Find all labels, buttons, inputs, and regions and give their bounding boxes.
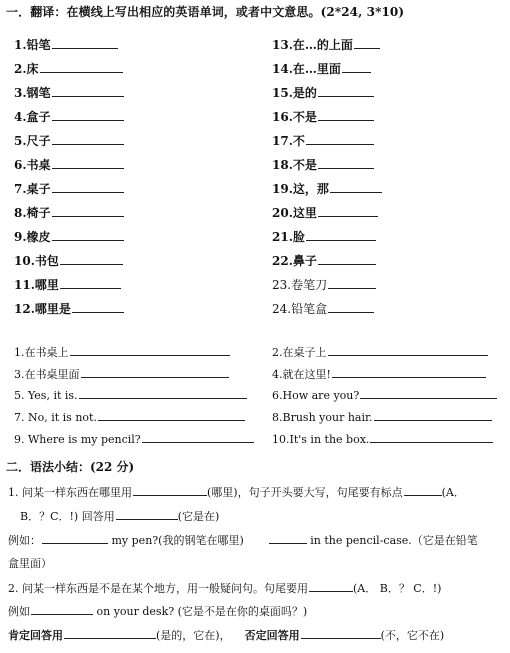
answer-blank[interactable] <box>328 345 488 356</box>
phrase-item: 5. Yes, it is. <box>14 388 247 402</box>
answer-blank[interactable] <box>404 485 442 496</box>
vocab-item: 19.这，那 <box>272 180 382 197</box>
phrase-item: 8.Brush your hair. <box>272 410 492 424</box>
answer-blank[interactable] <box>98 410 245 421</box>
vocab-item: 22.鼻子 <box>272 252 376 269</box>
answer-blank[interactable] <box>342 61 371 73</box>
vocab-item: 24.铅笔盒 <box>272 300 374 317</box>
answer-blank[interactable] <box>60 277 121 289</box>
vocab-item: 12.哪里是 <box>14 300 124 317</box>
answer-blank[interactable] <box>64 628 156 639</box>
vocab-item: 20.这里 <box>272 204 378 221</box>
vocab-item: 15.是的 <box>272 84 374 101</box>
vocab-item: 21.脸 <box>272 228 376 245</box>
answer-blank[interactable] <box>318 85 374 97</box>
vocab-item: 13.在…的上面 <box>272 36 380 53</box>
answer-blank[interactable] <box>52 133 124 145</box>
answer-blank[interactable] <box>309 581 353 592</box>
answer-blank[interactable] <box>318 205 378 217</box>
grammar-example2: 例如 on your desk? (它是不是在你的桌面吗？) <box>8 605 308 618</box>
answer-blank[interactable] <box>330 181 382 193</box>
answer-blank[interactable] <box>70 345 230 356</box>
phrase-item: 7. No, it is not. <box>14 410 245 424</box>
answer-blank[interactable] <box>370 432 493 443</box>
grammar-answers: 肯定回答用 (是的，它在)， 否定回答用 (不，它不在) <box>8 629 445 642</box>
answer-blank[interactable] <box>332 367 486 378</box>
answer-blank[interactable] <box>31 604 93 615</box>
answer-blank[interactable] <box>133 485 207 496</box>
answer-blank[interactable] <box>42 533 108 544</box>
answer-blank[interactable] <box>142 432 254 443</box>
grammar-q1-line1: 1. 问某一样东西在哪里用 (哪里)，句子开头要大写，句尾要有标点 (A． <box>8 486 465 499</box>
answer-blank[interactable] <box>306 133 374 145</box>
vocab-item: 16.不是 <box>272 108 374 125</box>
vocab-item: 7.桌子 <box>14 180 124 197</box>
phrase-item: 6.How are you? <box>272 388 497 402</box>
phrase-item: 1.在书桌上 <box>14 344 230 360</box>
vocab-item: 10.书包 <box>14 252 123 269</box>
grammar-example1-cont: 盒里面） <box>8 557 52 570</box>
answer-blank[interactable] <box>52 205 124 217</box>
vocab-item: 18.不是 <box>272 156 374 173</box>
answer-blank[interactable] <box>328 277 376 289</box>
answer-blank[interactable] <box>269 533 307 544</box>
answer-blank[interactable] <box>318 109 374 121</box>
answer-blank[interactable] <box>52 109 124 121</box>
vocab-item: 1.铅笔 <box>14 36 118 53</box>
grammar-example1: 例如： my pen?(我的钢笔在哪里) in the pencil-case.（它是在铅笔 <box>8 534 478 547</box>
answer-blank[interactable] <box>116 509 178 520</box>
section2-heading: 二．语法小结：(22 分) <box>6 460 135 474</box>
grammar-q1-line2: B．？C．!) 回答用 (它是在) <box>20 510 220 523</box>
answer-blank[interactable] <box>301 628 381 639</box>
answer-blank[interactable] <box>81 367 229 378</box>
answer-blank[interactable] <box>328 301 374 313</box>
vocab-item: 5.尺子 <box>14 132 124 149</box>
answer-blank[interactable] <box>40 61 123 73</box>
phrase-item: 2.在桌子上 <box>272 344 488 360</box>
phrase-item: 10.It's in the box. <box>272 432 493 446</box>
answer-blank[interactable] <box>72 301 124 313</box>
vocab-item: 14.在…里面 <box>272 60 371 77</box>
vocab-item: 23.卷笔刀 <box>272 276 376 293</box>
vocab-item: 8.椅子 <box>14 204 124 221</box>
section1-heading: 一．翻译：在横线上写出相应的英语单词，或者中文意思。(2*24, 3*10) <box>6 5 405 19</box>
vocab-item: 2.床 <box>14 60 123 77</box>
answer-blank[interactable] <box>354 37 380 49</box>
answer-blank[interactable] <box>52 37 118 49</box>
grammar-q2-line1: 2. 问某一样东西是不是在某个地方，用一般疑问句。句尾要用 (A． B．？ C．!) <box>8 582 442 595</box>
answer-blank[interactable] <box>52 157 124 169</box>
answer-blank[interactable] <box>318 253 376 265</box>
vocab-item: 6.书桌 <box>14 156 124 173</box>
vocab-item: 4.盒子 <box>14 108 124 125</box>
answer-blank[interactable] <box>360 388 497 399</box>
answer-blank[interactable] <box>318 157 374 169</box>
vocab-item: 3.钢笔 <box>14 84 124 101</box>
vocab-item: 11.哪里 <box>14 276 121 293</box>
answer-blank[interactable] <box>79 388 247 399</box>
answer-blank[interactable] <box>374 410 492 421</box>
phrase-item: 4.就在这里! <box>272 366 486 382</box>
vocab-item: 17.不 <box>272 132 374 149</box>
answer-blank[interactable] <box>52 85 124 97</box>
answer-blank[interactable] <box>306 229 376 241</box>
vocab-item: 9.橡皮 <box>14 228 124 245</box>
answer-blank[interactable] <box>52 181 124 193</box>
phrase-item: 3.在书桌里面 <box>14 366 229 382</box>
phrase-item: 9. Where is my pencil? <box>14 432 254 446</box>
answer-blank[interactable] <box>60 253 123 265</box>
answer-blank[interactable] <box>52 229 124 241</box>
